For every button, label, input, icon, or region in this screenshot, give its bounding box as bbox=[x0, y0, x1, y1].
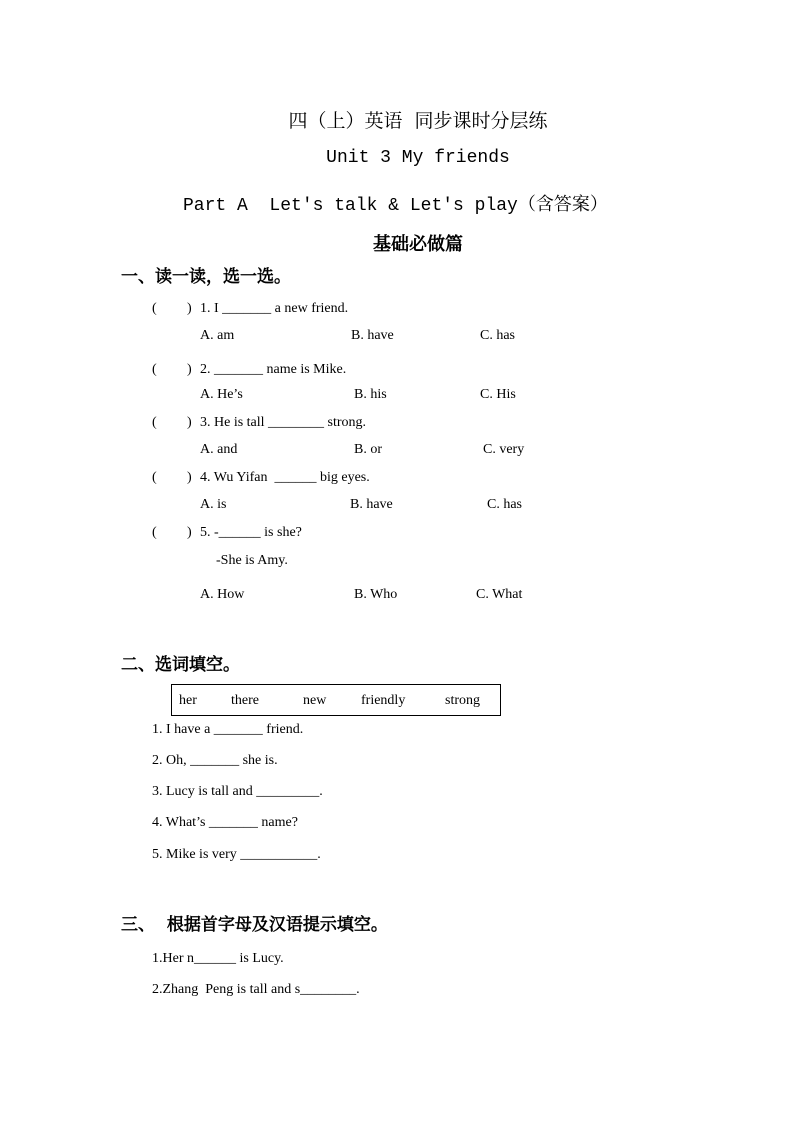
word-bank-item: new bbox=[303, 693, 327, 708]
answer-paren-open: ( bbox=[152, 470, 157, 485]
option-c: C. has bbox=[480, 328, 515, 343]
option-b: B. have bbox=[351, 328, 394, 343]
word-bank bbox=[171, 684, 501, 716]
word-bank-item: strong bbox=[445, 693, 480, 708]
section2-heading: 二、选词填空。 bbox=[121, 655, 240, 675]
option-a: A. is bbox=[200, 497, 227, 512]
option-b: B. have bbox=[350, 497, 393, 512]
option-a: A. He’s bbox=[200, 387, 243, 402]
option-c: C. has bbox=[487, 497, 522, 512]
answer-paren-close: ) bbox=[187, 362, 192, 377]
answer-paren-close: ) bbox=[187, 301, 192, 316]
option-c: C. His bbox=[480, 387, 516, 402]
answer-paren-close: ) bbox=[187, 415, 192, 430]
question-stem: 2. _______ name is Mike. bbox=[200, 362, 347, 377]
option-a: A. am bbox=[200, 328, 235, 343]
answer-paren-open: ( bbox=[152, 301, 157, 316]
answer-paren-open: ( bbox=[152, 415, 157, 430]
word-bank-item: her bbox=[179, 693, 197, 708]
option-c: C. very bbox=[483, 442, 525, 457]
fill-item-4: 4. What’s _______ name? bbox=[152, 815, 298, 830]
option-a: A. How bbox=[200, 587, 245, 602]
unit-title: Unit 3 My friends bbox=[326, 148, 510, 168]
question-stem: 1. I _______ a new friend. bbox=[200, 301, 349, 316]
answer-paren-close: ) bbox=[187, 470, 192, 485]
hint-item-2: 2.Zhang Peng is tall and s________. bbox=[152, 982, 360, 997]
section1-heading: 一、读一读，选一选。 bbox=[121, 267, 291, 287]
part-title: Part A Let's talk & Let's play（含答案） bbox=[183, 196, 608, 216]
question-stem: 3. He is tall ________ strong. bbox=[200, 415, 367, 430]
answer-paren-close: ) bbox=[187, 525, 192, 540]
fill-item-5: 5. Mike is very ___________. bbox=[152, 847, 321, 862]
option-b: B. his bbox=[354, 387, 387, 402]
option-b: B. or bbox=[354, 442, 382, 457]
question-stem: 5. -______ is she? bbox=[200, 525, 302, 540]
word-bank-item: there bbox=[231, 693, 259, 708]
fill-item-2: 2. Oh, _______ she is. bbox=[152, 753, 278, 768]
answer-paren-open: ( bbox=[152, 525, 157, 540]
option-b: B. Who bbox=[354, 587, 398, 602]
fill-item-1: 1. I have a _______ friend. bbox=[152, 722, 304, 737]
section3-heading: 三、 根据首字母及汉语提示填空。 bbox=[121, 915, 388, 935]
page-title: 四（上）英语 同步课时分层练 bbox=[288, 110, 548, 132]
word-bank-item: friendly bbox=[361, 693, 406, 708]
fill-item-3: 3. Lucy is tall and _________. bbox=[152, 784, 323, 799]
option-c: C. What bbox=[476, 587, 523, 602]
question-stem-line2: -She is Amy. bbox=[216, 553, 288, 568]
hint-item-1: 1.Her n______ is Lucy. bbox=[152, 951, 284, 966]
question-stem: 4. Wu Yifan ______ big eyes. bbox=[200, 470, 370, 485]
answer-paren-open: ( bbox=[152, 362, 157, 377]
level-title: 基础必做篇 bbox=[373, 234, 463, 255]
option-a: A. and bbox=[200, 442, 238, 457]
